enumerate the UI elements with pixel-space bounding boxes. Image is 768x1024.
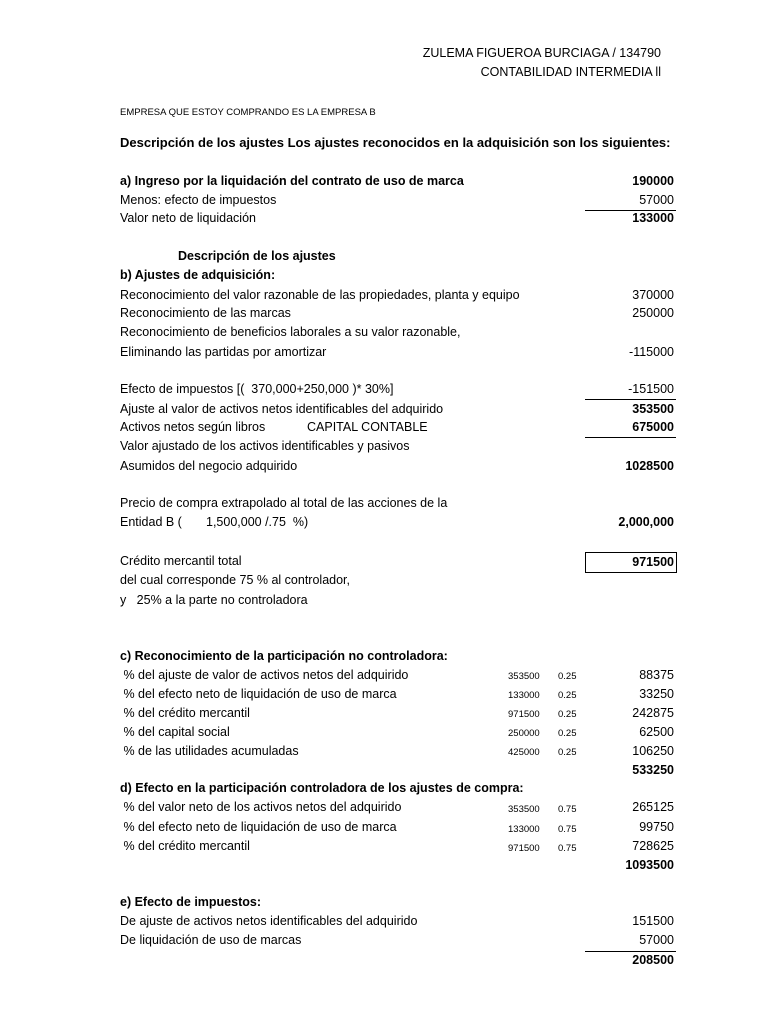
section-d-row-1-base: 353500 [508, 804, 540, 815]
section-b-row-14-label: y 25% a la parte no controladora [120, 593, 308, 607]
section-b-subtitle: Descripción de los ajustes [178, 249, 336, 263]
section-b-row-11-value: 2,000,000 [618, 515, 674, 529]
section-a-row-2-label: Menos: efecto de impuestos [120, 193, 277, 207]
section-b-row-9-value: 1028500 [625, 459, 674, 473]
section-b-row-12-label: Crédito mercantil total [120, 554, 242, 568]
section-c-row-3-pct: 0.25 [558, 709, 577, 720]
section-d-row-2-pct: 0.75 [558, 824, 577, 835]
section-c-total: 533250 [632, 763, 674, 777]
section-b-row-1-label: Reconocimiento del valor razonable de las propiedades, planta y equipo [120, 288, 520, 302]
section-b-row-11-label: Entidad B ( [120, 515, 182, 529]
section-d-row-2-value: 99750 [639, 820, 674, 834]
section-e-row-2-label: De liquidación de uso de marcas [120, 933, 302, 947]
section-d-row-1-value: 265125 [632, 800, 674, 814]
section-b-row-2-label: Reconocimiento de las marcas [120, 306, 291, 320]
section-c-row-1-base: 353500 [508, 671, 540, 682]
section-c-row-4-base: 250000 [508, 728, 540, 739]
section-c-row-5-base: 425000 [508, 747, 540, 758]
section-b-row-8-label: Valor ajustado de los activos identificables y pasivos [120, 439, 410, 453]
section-d-row-1-pct: 0.75 [558, 804, 577, 815]
section-c-row-3-value: 242875 [632, 706, 674, 720]
section-c-row-2-pct: 0.25 [558, 690, 577, 701]
section-c-row-4-label: % del capital social [120, 725, 230, 739]
section-e-total: 208500 [632, 953, 674, 967]
author-line: ZULEMA FIGUEROA BURCIAGA / 134790 [422, 46, 661, 60]
section-b-underline-2 [585, 437, 676, 438]
section-b-row-7-label: Activos netos según libros [120, 420, 266, 434]
course-line: CONTABILIDAD INTERMEDIA ll [480, 65, 661, 79]
section-d-row-3-base: 971500 [508, 843, 540, 854]
section-e-row-2-value: 57000 [639, 933, 674, 947]
section-d-heading: d) Efecto en la participación controladora de los ajustes de compra: [120, 781, 524, 795]
section-c-row-1-value: 88375 [639, 668, 674, 682]
section-b-row-7-value: 675000 [632, 420, 674, 434]
section-c-row-2-base: 133000 [508, 690, 540, 701]
section-a-row-2-value: 57000 [639, 193, 674, 207]
section-c-row-3-label: % del crédito mercantil [120, 706, 250, 720]
section-b-row-4-value: -115000 [629, 345, 674, 359]
section-b-underline-1 [585, 399, 676, 400]
section-b-row-1-value: 370000 [632, 288, 674, 302]
section-b-row-6-value: 353500 [632, 402, 674, 416]
section-e-row-1-label: De ajuste de activos netos identificables del adquirido [120, 914, 418, 928]
section-d-row-1-label: % del valor neto de los activos netos del adquirido [120, 800, 402, 814]
section-c-row-5-label: % de las utilidades acumuladas [120, 744, 299, 758]
section-d-total: 1093500 [625, 858, 674, 872]
section-b-row-12-value: 971500 [632, 555, 674, 569]
section-b-row-5-value: -151500 [628, 382, 674, 396]
section-d-row-3-pct: 0.75 [558, 843, 577, 854]
section-b-row-6-label: Ajuste al valor de activos netos identificables del adquirido [120, 402, 444, 416]
section-d-row-2-label: % del efecto neto de liquidación de uso de marca [120, 820, 397, 834]
section-c-row-5-pct: 0.25 [558, 747, 577, 758]
section-d-row-2-base: 133000 [508, 824, 540, 835]
section-d-row-3-value: 728625 [632, 839, 674, 853]
section-b-row-4-label: Eliminando las partidas por amortizar [120, 345, 327, 359]
section-d-row-3-label: % del crédito mercantil [120, 839, 250, 853]
section-b-row-11-extra: 1,500,000 /.75 %) [206, 515, 309, 529]
section-b-row-9-label: Asumidos del negocio adquirido [120, 459, 298, 473]
section-b-row-13-label: del cual corresponde 75 % al controlador, [120, 573, 351, 587]
section-a-row-1-label: a) Ingreso por la liquidación del contrato de uso de marca [120, 174, 464, 188]
section-c-row-1-pct: 0.25 [558, 671, 577, 682]
section-b-row-2-value: 250000 [632, 306, 674, 320]
section-b-row-5-label: Efecto de impuestos [( 370,000+250,000 )* 30%] [120, 382, 394, 396]
section-c-row-3-base: 971500 [508, 709, 540, 720]
section-c-row-5-value: 106250 [632, 744, 674, 758]
section-a-row-1-value: 190000 [632, 174, 674, 188]
section-b-heading: b) Ajustes de adquisición: [120, 268, 276, 282]
section-a-row-3-value: 133000 [632, 211, 674, 225]
section-b-row-3-label: Reconocimiento de beneficios laborales a su valor razonable, [120, 325, 461, 339]
section-b-row-10-label: Precio de compra extrapolado al total de las acciones de la [120, 496, 448, 510]
section-c-row-4-pct: 0.25 [558, 728, 577, 739]
section-e-row-1-value: 151500 [632, 914, 674, 928]
section-c-row-2-label: % del efecto neto de liquidación de uso de marca [120, 687, 397, 701]
section-c-heading: c) Reconocimiento de la participación no controladora: [120, 649, 448, 663]
section-c-row-2-value: 33250 [639, 687, 674, 701]
company-note: EMPRESA QUE ESTOY COMPRANDO ES LA EMPRESA B [120, 107, 376, 118]
section-b-row-7-extra: CAPITAL CONTABLE [307, 420, 428, 434]
section-c-row-4-value: 62500 [639, 725, 674, 739]
section-a-row-3-label: Valor neto de liquidación [120, 211, 256, 225]
main-title: Descripción de los ajustes Los ajustes reconocidos en la adquisición son los siguientes: [120, 135, 671, 150]
section-e-heading: e) Efecto de impuestos: [120, 895, 261, 909]
section-c-row-1-label: % del ajuste de valor de activos netos del adquirido [120, 668, 409, 682]
